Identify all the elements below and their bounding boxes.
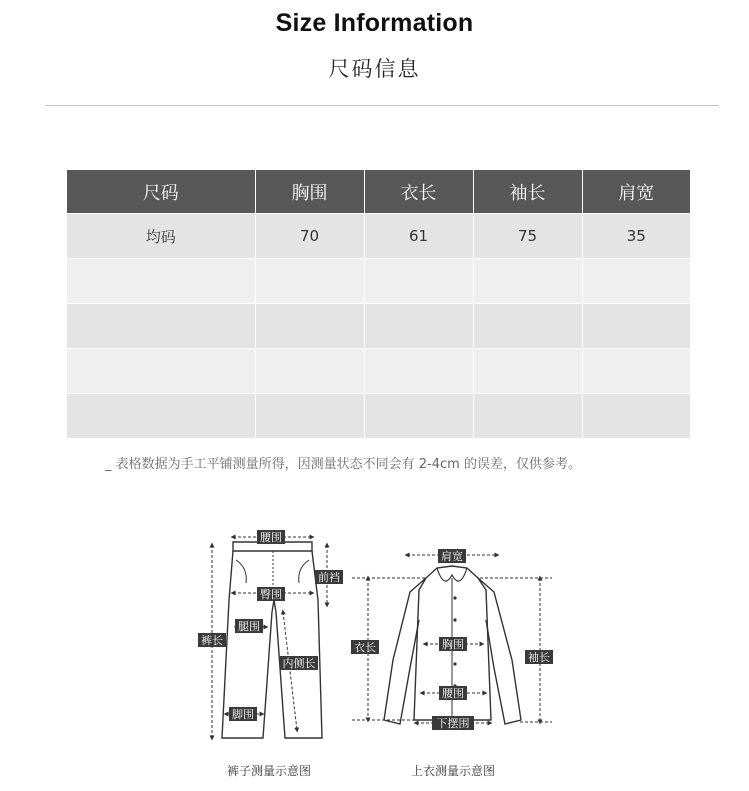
column-header-sleeve: 袖长 <box>473 170 582 214</box>
svg-text:肩宽: 肩宽 <box>441 550 463 563</box>
shirt-label-hem <box>432 716 474 730</box>
svg-text:裤长: 裤长 <box>201 634 223 647</box>
table-cell <box>473 349 582 394</box>
table-cell <box>473 259 582 304</box>
pants-label-hem <box>229 707 257 721</box>
svg-text:前裆: 前裆 <box>318 571 340 584</box>
table-cell <box>364 349 473 394</box>
svg-text:下摆围: 下摆围 <box>436 717 470 730</box>
table-cell: 75 <box>473 214 582 259</box>
header-divider <box>45 105 719 106</box>
svg-text:胸围: 胸围 <box>442 638 464 651</box>
column-header-size: 尺码 <box>67 170 255 214</box>
measurement-note: _ 表格数据为手工平铺测量所得，因测量状态不同会有 2-4cm 的误差，仅供参考。 <box>105 457 581 472</box>
table-cell <box>582 349 690 394</box>
shirt-label-waist <box>439 686 467 700</box>
pants-diagram-caption: 裤子测量示意图 <box>227 764 312 778</box>
pants-label-hip <box>257 587 285 601</box>
svg-text:腰围: 腰围 <box>260 531 282 544</box>
table-cell <box>255 259 364 304</box>
table-cell <box>67 394 255 439</box>
pants-label-front-rise <box>315 570 343 584</box>
page-title-chinese: 尺码信息 <box>328 57 421 81</box>
table-cell: 61 <box>364 214 473 259</box>
table-cell <box>582 394 690 439</box>
svg-text:脚围: 脚围 <box>232 708 254 721</box>
shirt-label-sleeve <box>525 650 553 664</box>
pants-label-thigh <box>235 619 263 633</box>
table-row <box>67 349 690 394</box>
shirt-label-shoulder <box>438 549 466 563</box>
svg-text:腰围: 腰围 <box>442 687 464 700</box>
table-cell <box>473 394 582 439</box>
table-cell <box>582 304 690 349</box>
column-header-chest: 胸围 <box>255 170 364 214</box>
table-row <box>67 214 690 259</box>
table-row <box>67 259 690 304</box>
table-cell <box>582 259 690 304</box>
table-row <box>67 394 690 439</box>
table-cell <box>364 259 473 304</box>
pants-label-waist <box>257 530 285 544</box>
table-cell <box>364 304 473 349</box>
pants-label-inseam <box>280 656 318 670</box>
table-cell <box>255 394 364 439</box>
table-cell <box>67 304 255 349</box>
pants-label-length <box>198 633 226 647</box>
table-cell <box>67 259 255 304</box>
svg-text:臀围: 臀围 <box>260 588 282 601</box>
table-cell: 35 <box>582 214 690 259</box>
table-cell <box>364 394 473 439</box>
svg-text:衣长: 衣长 <box>354 641 376 654</box>
table-header-row <box>67 170 690 214</box>
table-cell <box>67 349 255 394</box>
table-cell <box>255 349 364 394</box>
measurement-diagrams <box>180 505 580 765</box>
shirt-label-chest <box>439 637 467 651</box>
table-cell <box>473 304 582 349</box>
table-cell <box>255 304 364 349</box>
shirt-diagram-caption: 上衣测量示意图 <box>411 764 496 778</box>
column-header-shoulder: 肩宽 <box>582 170 690 214</box>
shirt-label-length <box>351 640 379 654</box>
table-cell: 70 <box>255 214 364 259</box>
table-cell: 均码 <box>67 214 255 259</box>
column-header-length: 衣长 <box>364 170 473 214</box>
size-table <box>67 170 690 438</box>
table-row <box>67 304 690 349</box>
page-title-english: Size Information <box>275 9 474 37</box>
svg-text:腿围: 腿围 <box>238 620 260 633</box>
svg-text:内侧长: 内侧长 <box>282 657 316 670</box>
svg-text:袖长: 袖长 <box>528 651 550 664</box>
